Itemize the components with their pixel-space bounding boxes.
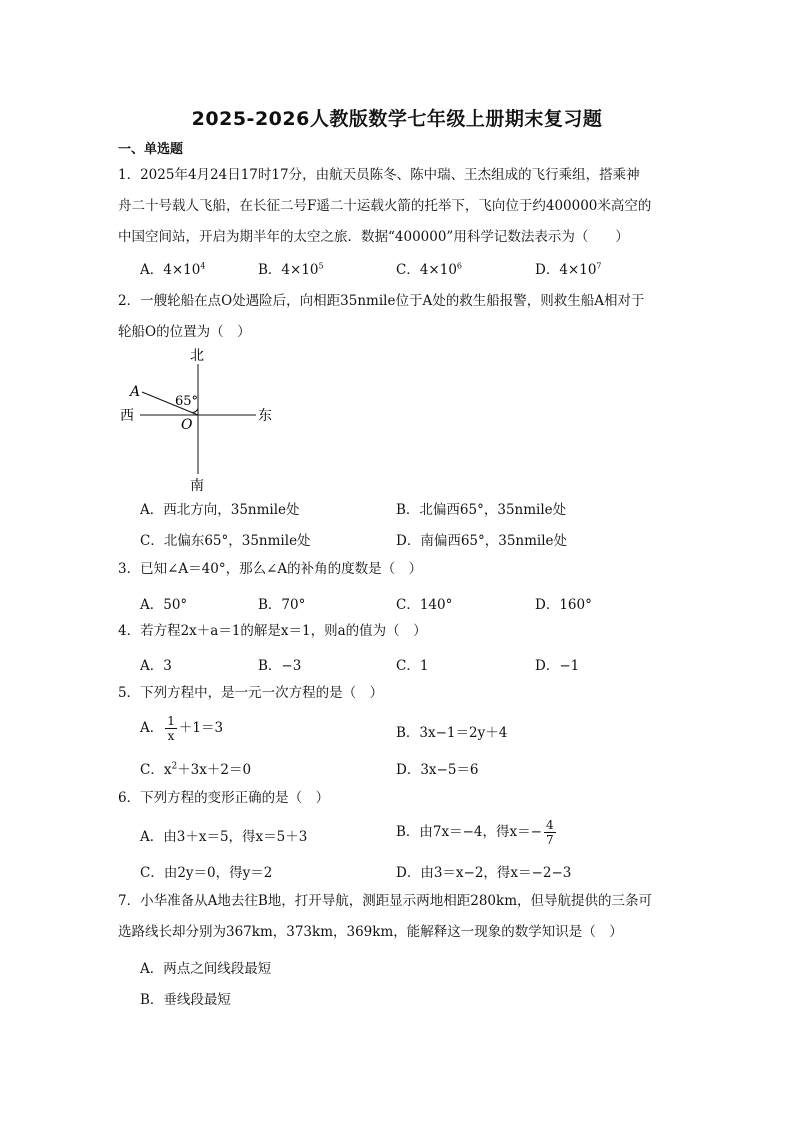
option-a-exponent: 4	[200, 261, 206, 271]
page-title: 2025-2026人教版数学七年级上册期末复习题	[191, 108, 603, 130]
angle-label: 65°	[175, 394, 199, 409]
question-1	[118, 160, 678, 253]
question-2	[118, 286, 678, 348]
option-a[interactable]: A．由3＋x＝5，得x＝5＋3	[140, 829, 308, 845]
question-7-line-1: 7．小华准备从A地去往B地，打开导航，测距显示两地相距280km，但导航提供的三条可	[118, 893, 653, 909]
question-1-line-3: 中国空间站，开启为期半年的太空之旅．数据“400000”用科学记数法表示为（ ）	[118, 229, 629, 245]
option-c[interactable]: C．由2y＝0，得y＝2	[140, 865, 273, 881]
fraction-numerator: 1	[167, 714, 175, 728]
option-b-exponent: 5	[318, 261, 324, 271]
option-b[interactable]: B．北偏西65°，35nmile处	[396, 502, 567, 518]
question-7-option-a-row	[140, 957, 680, 981]
option-a-label: A．	[140, 720, 164, 736]
point-a-label: A	[130, 384, 141, 400]
option-a-rest: ＋1＝3	[178, 720, 224, 736]
option-c-exponent: 6	[456, 261, 463, 271]
question-5-options-row-2	[140, 758, 680, 782]
question-2-line-1: 2．一艘轮船在点O处遇险后，向相距35nmile位于A处的救生船报警，则救生船A相对于	[118, 293, 645, 309]
question-2-options-row-1	[140, 498, 680, 522]
option-c-post: ＋3x＋2＝0	[177, 762, 252, 778]
option-a[interactable]: A．3	[140, 658, 172, 674]
option-c-pre: C．x	[140, 762, 172, 778]
question-5-options-row-1	[140, 714, 680, 746]
question-3-options	[140, 593, 680, 617]
section-heading: 一、单选题	[118, 142, 184, 157]
question-4-options	[140, 654, 680, 678]
option-d-exponent: 7	[596, 261, 602, 271]
option-a[interactable]: A．50°	[140, 597, 188, 613]
question-4: 4．若方程2x＋a＝1的解是x＝1，则a的值为（ ）	[118, 623, 427, 639]
question-1-line-2: 舟二十号载人飞船，在长征二号F遥二十运载火箭的托举下，飞向位于约400000米高空的	[118, 198, 652, 214]
option-d[interactable]: D．3x−5＝6	[396, 762, 479, 778]
option-b[interactable]: B．70°	[258, 597, 306, 613]
question-6: 6．下列方程的变形正确的是（ ）	[118, 790, 330, 806]
angle-arc	[192, 409, 198, 413]
option-c-exponent: 2	[171, 761, 178, 772]
option-a[interactable]	[140, 714, 223, 743]
question-2-line-2: 轮船O的位置为（ ）	[118, 324, 251, 340]
question-1-line-1: 1．2025年4月24日17时17分，由航天员陈冬、陈中瑞、王杰组成的飞行乘组，搭乘神	[118, 167, 640, 183]
option-b-text: B．4×10	[258, 262, 319, 278]
option-d[interactable]: D．−1	[535, 658, 580, 674]
north-label: 北	[190, 348, 204, 364]
option-a[interactable]: A．西北方向，35nmile处	[140, 502, 300, 518]
option-b[interactable]: B．3x−1＝2y＋4	[396, 725, 508, 741]
question-6-options-row-1	[140, 818, 680, 854]
option-b[interactable]: B．−3	[258, 658, 302, 674]
option-b[interactable]: B．垂线段最短	[140, 992, 231, 1008]
question-7-option-b-row	[140, 988, 680, 1012]
question-2-options-row-2	[140, 529, 680, 553]
option-d[interactable]	[535, 258, 602, 278]
fraction-numerator: 4	[545, 818, 554, 832]
compass-diagram	[118, 344, 288, 494]
option-b-fraction	[544, 818, 556, 847]
option-c[interactable]	[140, 758, 251, 778]
option-a-text: A．4×10	[140, 262, 201, 278]
option-c-text: C．4×10	[396, 262, 457, 278]
fraction-denominator: 7	[545, 833, 554, 847]
option-a[interactable]	[140, 258, 205, 278]
question-1-options	[140, 258, 680, 282]
option-c[interactable]	[396, 258, 462, 278]
east-label: 东	[258, 408, 272, 424]
west-label: 西	[120, 408, 134, 424]
question-6-options-row-2	[140, 861, 680, 885]
question-3: 3．已知∠A＝40°，那么∠A的补角的度数是（ ）	[118, 561, 423, 577]
option-d[interactable]: D．160°	[535, 597, 592, 613]
option-d[interactable]: D．由3＝x−2，得x＝−2−3	[396, 865, 572, 881]
option-a-fraction	[165, 714, 177, 743]
option-c[interactable]: C．140°	[396, 597, 453, 613]
question-7-line-2: 选路线长却分别为367km，373km，369km，能解释这一现象的数学知识是（ ）	[118, 924, 623, 940]
option-b[interactable]	[396, 818, 558, 847]
option-c[interactable]: C．北偏东65°，35nmile处	[140, 533, 311, 549]
option-c[interactable]: C．1	[396, 658, 429, 674]
question-5: 5．下列方程中，是一元一次方程的是（ ）	[118, 685, 384, 701]
question-7	[118, 886, 678, 948]
point-o-label: O	[181, 417, 193, 433]
option-b[interactable]	[258, 258, 324, 278]
option-b-text: B．由7x＝−4，得x＝−	[396, 824, 542, 840]
option-d-text: D．4×10	[535, 262, 597, 278]
option-d[interactable]: D．南偏西65°，35nmile处	[396, 533, 568, 549]
fraction-denominator: x	[167, 729, 175, 743]
south-label: 南	[190, 478, 204, 494]
option-a[interactable]: A．两点之间线段最短	[140, 961, 272, 977]
